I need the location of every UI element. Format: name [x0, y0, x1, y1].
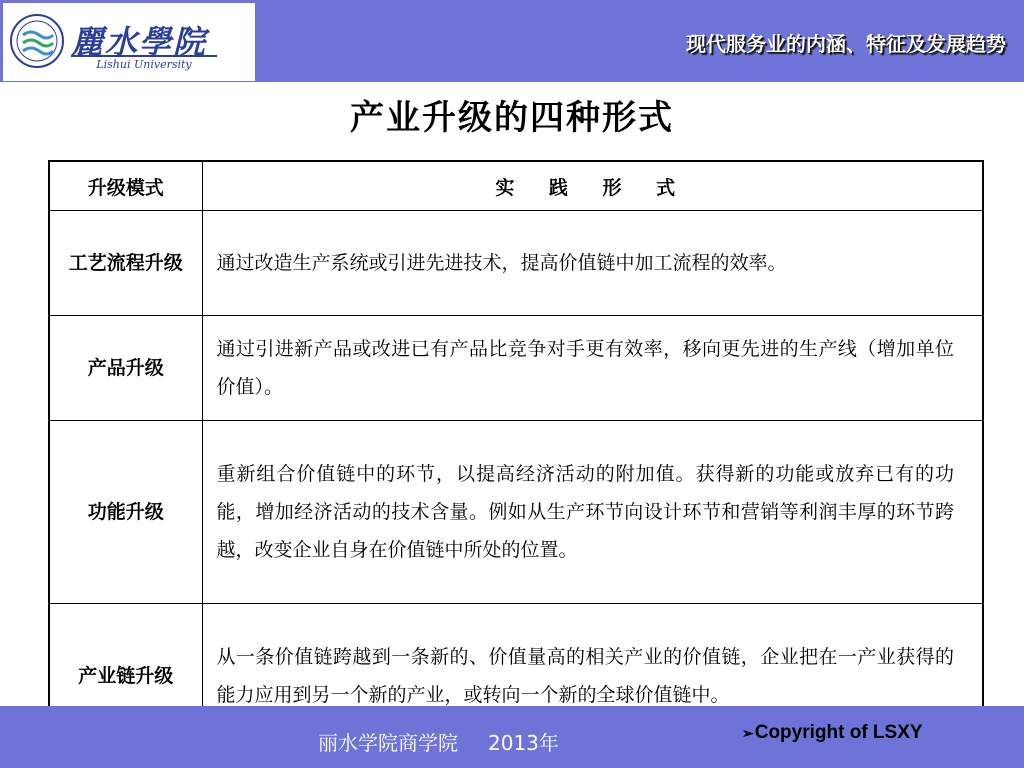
column-header-mode: 升级模式	[49, 161, 202, 211]
header-title: 现代服务业的内涵、特征及发展趋势	[686, 32, 1006, 56]
practice-cell: 重新组合价值链中的环节，以提高经济活动的附加值。获得新的功能或放弃已有的功能，增加经济活动的技术含量。例如从生产环节向设计环节和营销等利润丰厚的环节跨越，改变企业自身在价值链中所处的位置。	[202, 421, 983, 604]
mode-cell: 产业链升级	[49, 604, 202, 750]
university-logo	[3, 3, 255, 81]
logo-english-name: Lishui University	[71, 55, 217, 71]
table-header-row	[49, 161, 983, 211]
logo-chinese-name: 麗水學院	[71, 23, 208, 61]
mode-cell: 工艺流程升级	[49, 211, 202, 316]
copyright-text: Copyright of LSXY	[754, 722, 923, 743]
mode-cell: 产品升级	[49, 316, 202, 421]
footer-school: 丽水学院商学院	[318, 731, 458, 755]
university-emblem-icon	[9, 13, 65, 69]
practice-cell: 从一条价值链跨越到一条新的、价值量高的相关产业的价值链，企业把在一产业获得的能力应用到另一个新的产业，或转向一个新的全球价值链中。	[202, 604, 983, 750]
copyright-notice	[742, 722, 923, 744]
upgrade-forms-table	[48, 160, 982, 750]
table-row	[49, 211, 983, 316]
arrow-bullet-icon: ➢	[742, 725, 754, 741]
column-header-practice: 实 践 形 式	[202, 161, 983, 211]
footer-info	[318, 727, 559, 756]
page-title: 产业升级的四种形式	[350, 98, 674, 138]
footer-year: 2013年	[488, 731, 559, 755]
table-row	[49, 421, 983, 604]
mode-cell: 功能升级	[49, 421, 202, 604]
practice-cell: 通过引进新产品或改进已有产品比竞争对手更有效率，移向更先进的生产线（增加单位价值）。	[202, 316, 983, 421]
table-row	[49, 316, 983, 421]
practice-cell: 通过改造生产系统或引进先进技术，提高价值链中加工流程的效率。	[202, 211, 983, 316]
